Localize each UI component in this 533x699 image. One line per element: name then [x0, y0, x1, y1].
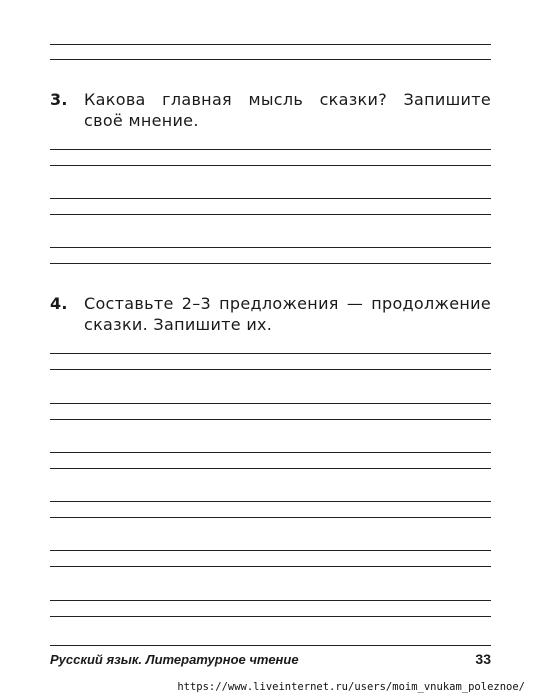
writing-line — [50, 353, 491, 354]
writing-line — [50, 369, 491, 370]
writing-line — [50, 616, 491, 617]
writing-line — [50, 247, 491, 248]
writing-line — [50, 44, 491, 45]
question-3 — [50, 89, 491, 131]
question-number: 3. — [50, 90, 68, 109]
question-text: Составьте 2–3 предложения — продолжение сказки. Запишите их. — [84, 294, 491, 334]
writing-line — [50, 600, 491, 601]
question-4 — [50, 293, 491, 335]
writing-line — [50, 550, 491, 551]
writing-line — [50, 149, 491, 150]
question-number: 4. — [50, 294, 68, 313]
writing-line — [50, 403, 491, 404]
page-number: 33 — [475, 651, 491, 667]
footer-title: Русский язык. Литературное чтение — [50, 652, 299, 667]
writing-line — [50, 517, 491, 518]
writing-line — [50, 501, 491, 502]
watermark-url: https://www.liveinternet.ru/users/moim_vnukam_poleznoe/ — [177, 681, 525, 693]
writing-line — [50, 198, 491, 199]
writing-line — [50, 263, 491, 264]
question-text: Какова главная мысль сказки? Запишите своё мнение. — [84, 90, 491, 130]
writing-line — [50, 468, 491, 469]
writing-line — [50, 419, 491, 420]
writing-line — [50, 452, 491, 453]
footer-rule — [50, 645, 491, 646]
writing-line — [50, 165, 491, 166]
writing-line — [50, 214, 491, 215]
writing-line — [50, 566, 491, 567]
writing-line — [50, 59, 491, 60]
